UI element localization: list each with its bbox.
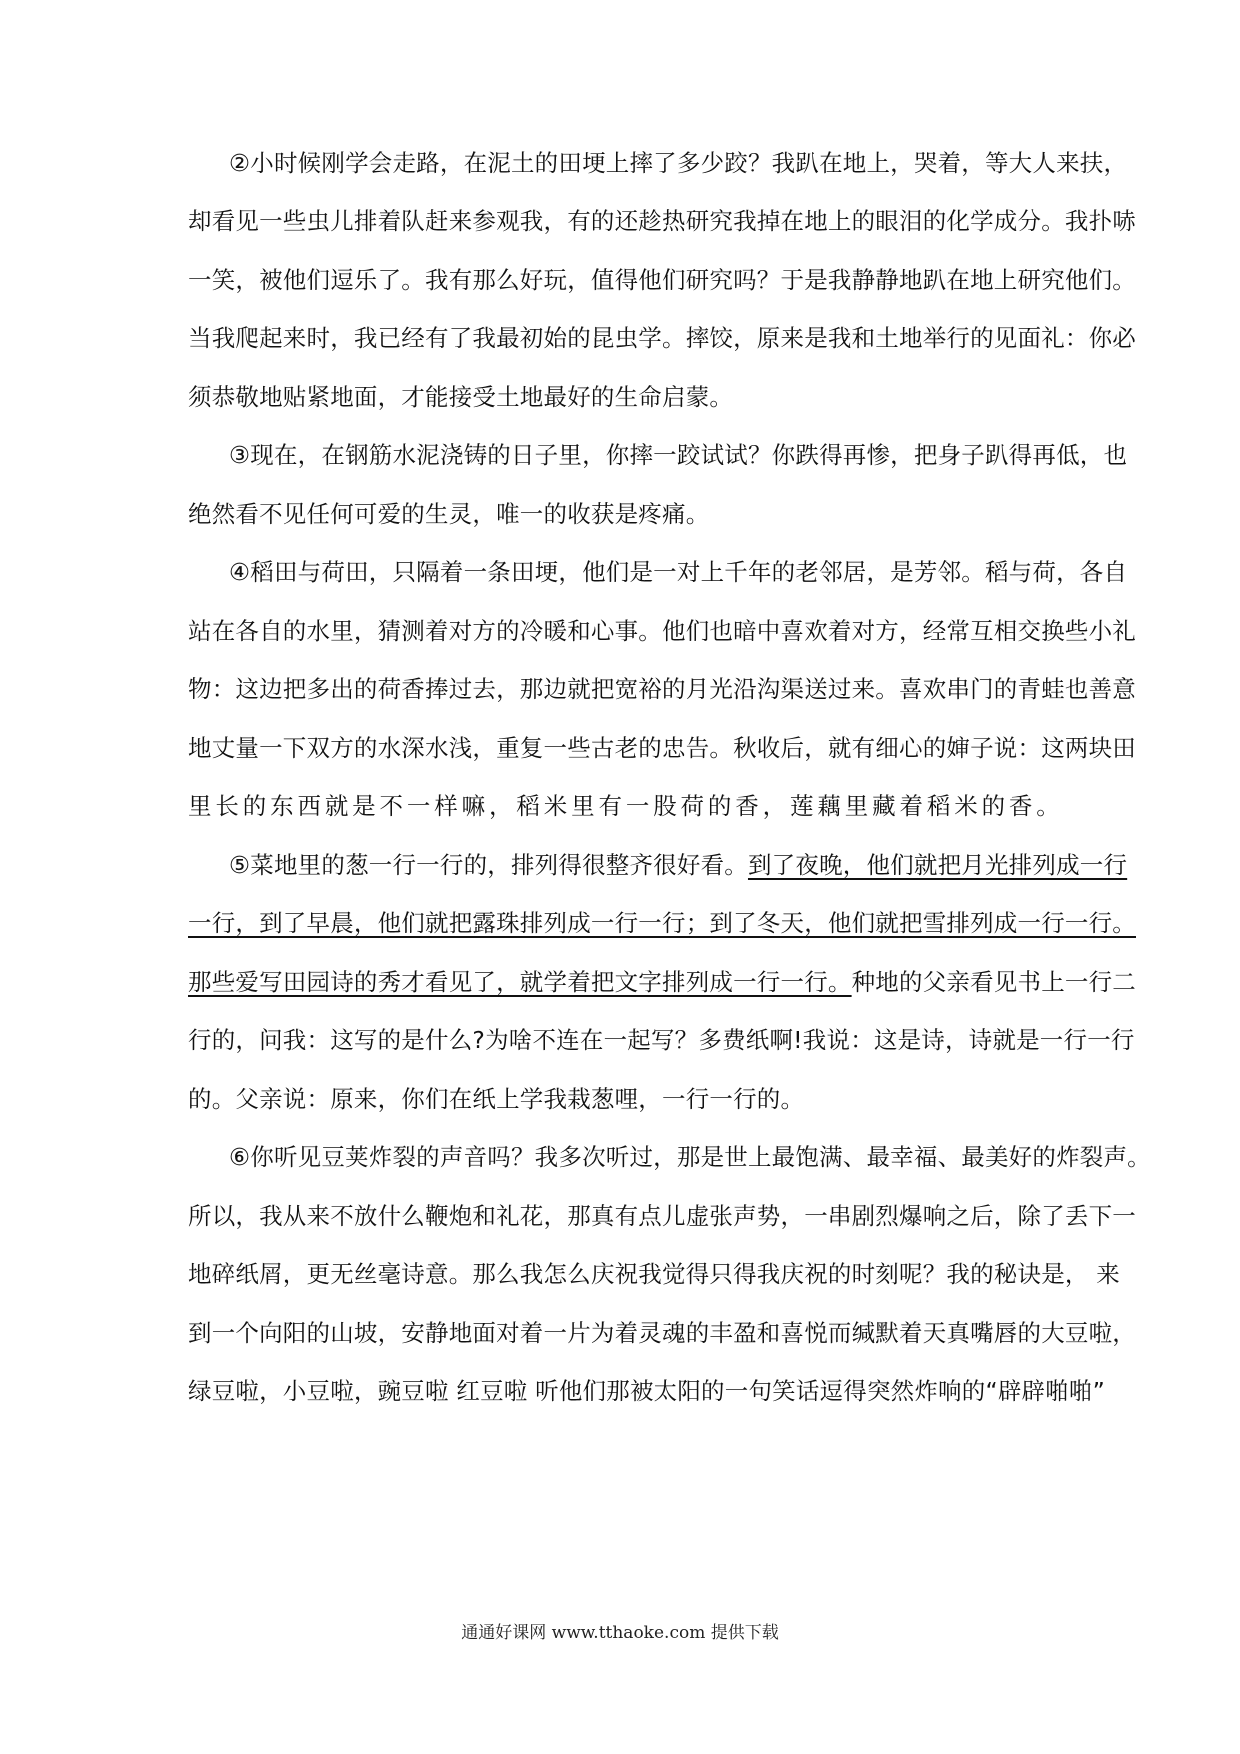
paragraph-5-line-1 bbox=[229, 850, 1128, 880]
underlined-text: 那些爱写田园诗的秀才看见了，就学着把文字排列成一行一行。 bbox=[188, 968, 852, 996]
paragraph-2-line-2: 却看见一些虫儿排着队赶来参观我，有的还趁热研究我掉在地上的眼泪的化学成分。我扑哧 bbox=[188, 207, 1136, 235]
paragraph-3-line-2: 绝然看不见任何可爱的生灵，唯一的收获是疼痛。 bbox=[188, 500, 710, 528]
underlined-text: 到了夜晚，他们就把月光排列成一行 bbox=[747, 851, 1128, 879]
paragraph-4-line-2: 站在各自的水里，猜测着对方的冷暖和心事。他们也暗中喜欢着对方，经常互相交换些小礼 bbox=[188, 617, 1136, 645]
paragraph-3-line-1: ③现在，在钢筋水泥浇铸的日子里，你摔一跤试试？你跌得再惨，把身子趴得再低，也 bbox=[229, 441, 1128, 469]
page-footer: 通通好课网 www.tthaoke.com 提供下载 bbox=[461, 1623, 779, 1643]
paragraph-5-line-5: 的。父亲说：原来，你们在纸上学我栽葱哩，一行一行的。 bbox=[188, 1085, 805, 1113]
paragraph-5-text: ⑤菜地里的葱一行一行的，排列得很整齐很好看。 bbox=[229, 851, 748, 879]
paragraph-5-text: 种地的父亲看见书上一行二 bbox=[851, 968, 1137, 996]
paragraph-6-line-5: 绿豆啦，小豆啦，豌豆啦 红豆啦 听他们那被太阳的一句笑话逗得突然炸响的“辟辟啪啪” bbox=[188, 1377, 1105, 1405]
paragraph-6-line-3: 地碎纸屑，更无丝毫诗意。那么我怎么庆祝我觉得只得我庆祝的时刻呢？我的秘诀是， 来 bbox=[188, 1260, 1120, 1288]
paragraph-4-line-5: 里长的东西就是不一样嘛，稻米里有一股荷的香，莲藕里藏着稻米的香。 bbox=[188, 792, 1060, 820]
underlined-text: 一行，到了早晨，他们就把露珠排列成一行一行；到了冬天，他们就把雪排列成一行一行。 bbox=[188, 909, 1136, 937]
paragraph-6-line-4: 到一个向阳的山坡，安静地面对着一片为着灵魂的丰盈和喜悦而缄默着天真嘴唇的大豆啦， bbox=[188, 1319, 1136, 1347]
paragraph-4-line-1: ④稻田与荷田，只隔着一条田埂，他们是一对上千年的老邻居，是芳邻。稻与荷，各自 bbox=[229, 558, 1128, 586]
paragraph-2-line-1: ②小时候刚学会走路，在泥土的田埂上摔了多少跤？我趴在地上，哭着，等大人来扶， bbox=[229, 149, 1128, 177]
paragraph-2-line-3: 一笑，被他们逗乐了。我有那么好玩，值得他们研究吗？于是我静静地趴在地上研究他们。 bbox=[188, 266, 1136, 294]
paragraph-5-line-3 bbox=[188, 967, 1137, 997]
paragraph-5-line-2 bbox=[188, 908, 1136, 938]
paragraph-6-line-2: 所以，我从来不放什么鞭炮和礼花，那真有点儿虚张声势，一串剧烈爆响之后，除了丢下一 bbox=[188, 1202, 1136, 1230]
paragraph-6-line-1: ⑥你听见豆荚炸裂的声音吗？我多次听过，那是世上最饱满、最幸福、最美好的炸裂声。 bbox=[229, 1143, 1151, 1171]
paragraph-2-line-5: 须恭敬地贴紧地面，才能接受土地最好的生命启蒙。 bbox=[188, 383, 734, 411]
paragraph-4-line-4: 地丈量一下双方的水深水浅，重复一些古老的忠告。秋收后，就有细心的婶子说：这两块田 bbox=[188, 734, 1136, 762]
paragraph-2-line-4: 当我爬起来时，我已经有了我最初始的昆虫学。摔饺，原来是我和土地举行的见面礼：你必 bbox=[188, 324, 1136, 352]
paragraph-5-line-4: 行的，问我：这写的是什么?为啥不连在一起写？多费纸啊!我说：这是诗，诗就是一行一行 bbox=[188, 1026, 1135, 1054]
paragraph-4-line-3: 物：这边把多出的荷香捧过去，那边就把宽裕的月光沿沟渠送过来。喜欢串门的青蛙也善意 bbox=[188, 675, 1136, 703]
